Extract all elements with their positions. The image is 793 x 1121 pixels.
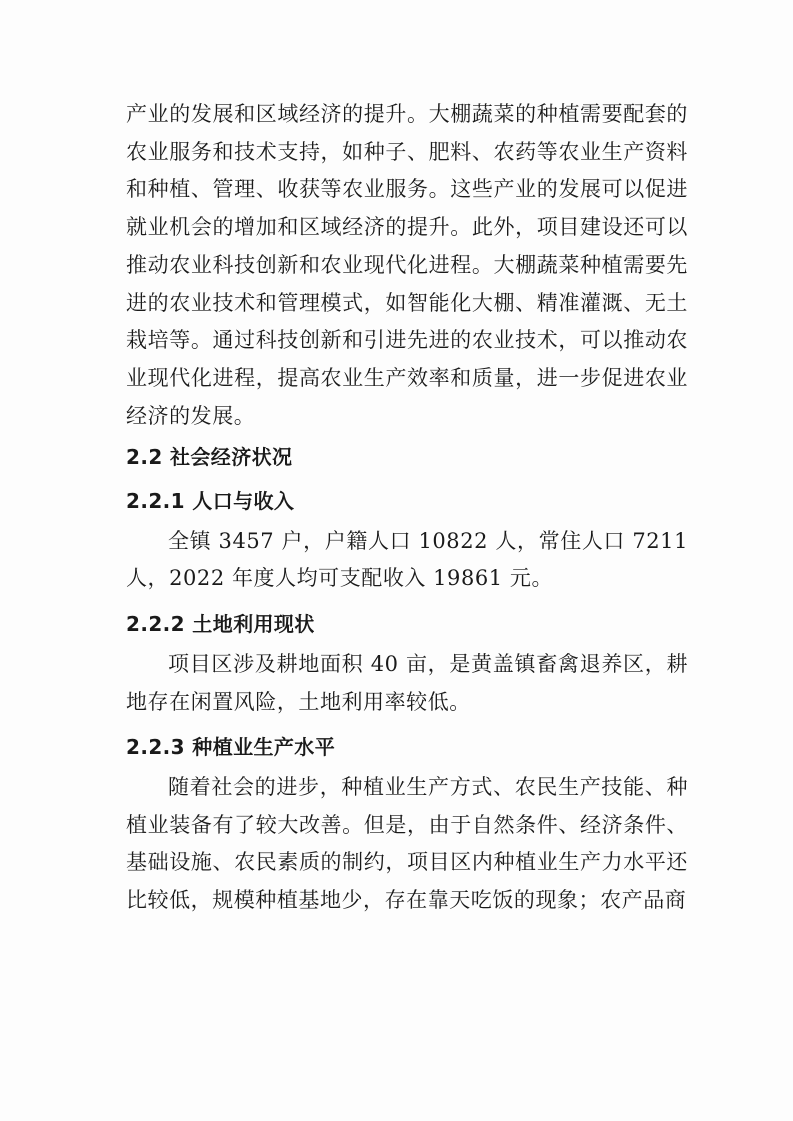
document-body — [126, 96, 688, 920]
population-income-paragraph: 全镇 3457 户，户籍人口 10822 人，常住人口 7211 人，2022 年度人均可支配收入 19861 元。 — [126, 528, 688, 591]
section-heading-2-2-3: 2.2.3 种植业生产水平 — [126, 735, 336, 760]
section-heading-2-2-1: 2.2.1 人口与收入 — [126, 489, 295, 514]
land-use-paragraph: 项目区涉及耕地面积 40 亩，是黄盖镇畜禽退养区，耕地存在闲置风险，土地利用率较低。 — [126, 651, 688, 714]
planting-level-paragraph: 随着社会的进步，种植业生产方式、农民生产技能、种植业装备有了较大改善。但是，由于自然条件、经济条件、基础设施、农民素质的制约，项目区内种植业生产力水平还比较低，规模种植基地少，存在靠天吃饭的现象；农产品商 — [126, 774, 688, 913]
section-heading-2-2: 2.2 社会经济状况 — [126, 445, 293, 470]
section-heading-2-2-2: 2.2.2 土地利用现状 — [126, 612, 315, 637]
intro-paragraph: 产业的发展和区域经济的提升。大棚蔬菜的种植需要配套的农业服务和技术支持，如种子、肥料、农药等农业生产资料和种植、管理、收获等农业服务。这些产业的发展可以促进就业机会的增加和区域经济的提升。此外，项目建设还可以推动农业科技创新和农业现代化进程。大棚蔬菜种植需要先进的农业技术和管理模式，如智能化大棚、精准灌溉、无土栽培等。通过科技创新和引进先进的农业技术，可以推动农业现代化进程，提高农业生产效率和质量，进一步促进农业经济的发展。 — [126, 102, 688, 428]
